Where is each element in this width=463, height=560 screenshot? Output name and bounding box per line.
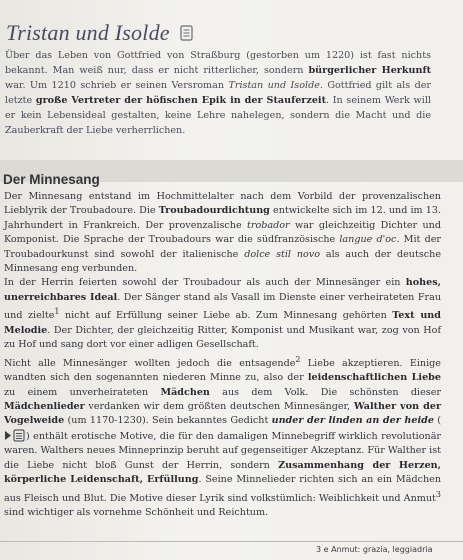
body-text [4, 190, 441, 521]
footnote-marker: 1 [54, 307, 60, 317]
text: Liebe akzeptieren. Einige wandten sich den sogenannten niederen Minne zu, also der [4, 357, 441, 384]
page-title: Tristan und Isolde [6, 20, 170, 45]
text: verdanken wir dem größten deutschen Minnesänger, [84, 401, 354, 413]
italic-text: langue d'oc [339, 234, 397, 246]
text: als auch der deutsche Minnesang eng verbunden. [4, 248, 441, 275]
section-heading: Der Minnesang [3, 172, 100, 187]
document-icon[interactable] [180, 25, 193, 41]
bold-text: Mädchenlieder [4, 401, 85, 413]
paragraph [4, 353, 441, 521]
intro-paragraph [5, 49, 431, 138]
audio-play-icon[interactable] [4, 429, 26, 442]
intro-text: . Gottfried gilt als der letzte [5, 79, 431, 106]
text: entwickelte sich im 12. und im 13. Jahrhundert in Frankreich. Der provenzalische [4, 205, 441, 231]
poem-title: under der linden an der heide [271, 415, 434, 427]
italic-text: dolce stil novo [244, 248, 321, 260]
text: war gleichzeitig Dichter und Komponist. Die Sprache der Troubadours war die südfranzösische [4, 219, 441, 246]
footnote: 3 e Anmut: grazia, leggiadria [316, 545, 433, 554]
bold-text: Text und Melodie [4, 310, 441, 336]
bold-text: Zusammenhang der Herzen, körperliche Leidenschaft, Erfüllung [4, 459, 441, 486]
paragraph [4, 276, 441, 352]
intro-bold: große Vertreter der höfischen Epik in der Stauferzeit [35, 94, 326, 106]
bold-text: Troubadourdichtung [158, 205, 270, 217]
text: . Mit der Troubadourkunst sind sowohl der italienische [4, 234, 441, 260]
text: ) enthält erotische Motive, die für den damaligen Minnebegriff wirklich revolutionär waren. Walthers neues Minneprinzip beruht auf gegenseitiger Akzeptanz. Für Walther ist die Liebe nicht bloß Gunst der Herrin, sondern [4, 430, 441, 471]
intro-text: Über das Leben von Gottfried von Straßburg (gestorben um 1220) ist fast nichts bekannt. Man weiß nur, dass er nicht ritterlicher, sondern [5, 50, 431, 76]
text: (um 1170-1230). Sein bekanntes Gedicht [64, 415, 272, 427]
text: zu einem unverheirateten [4, 386, 161, 398]
bold-text: leidenschaftlichen Liebe [307, 372, 441, 384]
title-row [6, 20, 446, 46]
text: Nicht alle Minnesänger wollten jedoch die entsagende [4, 357, 296, 369]
text: In der Herrin feierten sowohl der Troubadour als auch der Minnesänger ein [4, 277, 406, 289]
footnote-marker: 2 [295, 354, 301, 364]
bold-text: hohes, unerreichbares Ideal [4, 277, 441, 303]
intro-text: . In seinem Werk will er kein Lebensideal gestalten, keine Lehre nahelegen, sondern die Macht und die Zauberkraft der Liebe verherrlichen. [5, 94, 431, 136]
intro-italic: Tristan und Isolde [228, 79, 320, 91]
text: sind wichtiger als vornehme Schönheit und Reichtum. [4, 507, 269, 519]
bold-text: Walther von der Vogelweide [4, 401, 441, 427]
text: ( [433, 415, 441, 427]
italic-text: trobador [247, 219, 290, 231]
text: aus dem Volk. Die schönsten dieser [209, 386, 441, 398]
text: . Der Dichter, der gleichzeitig Ritter, Komponist und Musikant war, zog von Hof zu Hof und sang dort vor einer adligen Gesellschaft. [4, 324, 441, 351]
footnote-marker: 3 [435, 489, 441, 499]
bold-text: Mädchen [160, 386, 210, 398]
intro-text: war. Um 1210 schrieb er seinen Versroman [5, 79, 229, 91]
text: nicht auf Erfüllung seiner Liebe ab. Zum Minnesang gehörten [59, 310, 393, 322]
text: Der Minnesang entstand im Hochmittelalter nach dem Vorbild der provenzalischen Lieblyrik der Troubadoure. Die [4, 191, 441, 217]
text: . Seine Minnelieder richten sich an ein Mädchen aus Fleisch und Blut. Die Motive dieser Lyrik sind volkstümlich: Weiblichkeit und Anmut [4, 474, 441, 504]
text: . Der Sänger stand als Vasall im Dienste einer verheirateten Frau und zielte [4, 291, 441, 322]
intro-bold: bürgerlicher Herkunft [308, 64, 432, 76]
paragraph [4, 190, 441, 276]
footnote-divider [0, 541, 463, 542]
